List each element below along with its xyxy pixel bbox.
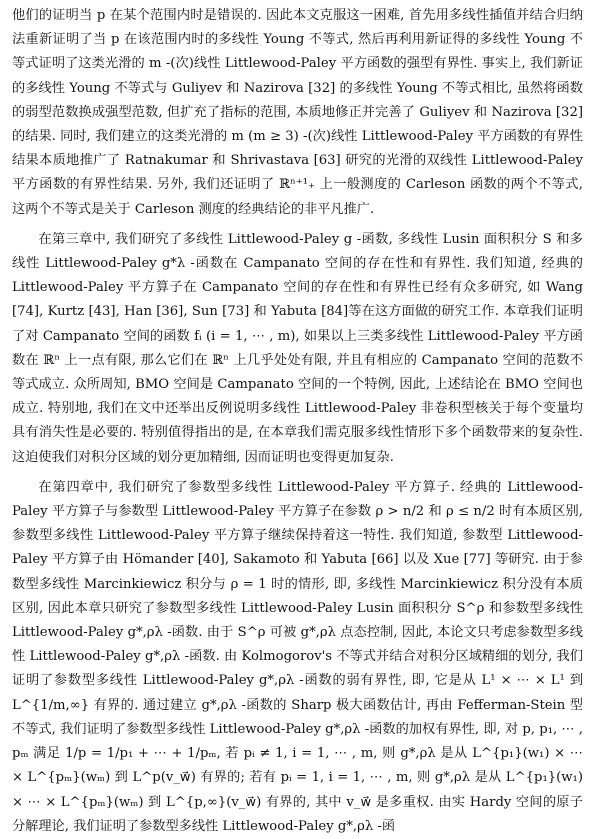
paragraph-1: 他们的证明当 p 在某个范围内时是错误的. 因此本文克服这一困难, 首先用多线性插值并结合归纳法重新证明了当 p 在该范围内时的多线性 Young 不等式, 然后再利用新证得的多线性 Young 不等式证明了这类光滑的 m -(次)线性 Littlewood-Paley 平方函数的强型有界性. 事实上, 我们新证的多线性 Young 不等式与 Guliyev 和 Nazirova [32] 的多线性 Young 不等式相比, 虽然将函数的弱型范数换成强型范数, 但扩充了指标的范围, 本质地修正并完善了 Guliyev 和 Nazirova [32] 的结果. 同时, 我们建立的这类光滑的 m (m ≥ 3) -(次)线性 Littlewood-Paley 平方函数的有界性结果本质地推广了 Ratnakumar 和 Shrivastava [63] 研究的光滑的双线性 Littlewood-Paley 平方函数的有界性结果. 另外, 我们还证明了 ℝⁿ⁺¹₊ 上一般测度的 Carleson 函数的两个不等式, 这两个不等式是关于 Carleson 测度的经典结论的非平凡推广. xyxy=(12,8,583,217)
paragraph-3: 在第四章中, 我们研究了参数型多线性 Littlewood-Paley 平方算子. 经典的 Littlewood-Paley 平方算子与参数型 Littlewood-Paley 平方算子在参数 ρ > n/2 和 ρ ≤ n/2 时有本质区别, 参数型多线性 Littlewood-Paley 平方算子继续保持着这一特性. 我们知道, 参数型 Littlewood-Paley 平方算子由 Hömander [40], Sakamoto 和 Yabuta [66] 以及 Xue [77] 等研究. 由于参数型多线性 Marcinkiewicz 积分与 ρ = 1 时的情形, 即, 多线性 Marcinkiewicz 积分没有本质区别, 因此本章只研究了参数型多线性 Littlewood-Paley Lusin 面积积分 S^ρ 和参数型多线性 Littlewood-Paley g*,ρλ -函数. 由于 S^ρ 可被 g*,ρλ 点态控制, 因此, 本论文只考虑参数型多线性 Littlewood-Paley g*,ρλ -函数. 由 Kolmogorov's 不等式并结合对积分区域精细的划分, 我们证明了参数型多线性 Littlewood-Paley g*,ρλ -函数的弱有界性, 即, 它是从 L¹ × ⋯ × L¹ 到 L^{1/m,∞} 有界的. 通过建立 g*,ρλ -函数的 Sharp 极大函数估计, 再由 Fefferman-Stein 型不等式, 我们证明了参数型多线性 Littlewood-Paley g*,ρλ -函数的加权有界性, 即, 对 p, p₁, ⋯ , pₘ 满足 1/p = 1/p₁ + ⋯ + 1/pₘ, 若 pᵢ ≠ 1, i = 1, ⋯ , m, 则 g*,ρλ 是从 L^{p₁}(w₁) × ⋯ × L^{pₘ}(wₘ) 到 L^p(v_w⃗) 有界的; 若有 pᵢ = 1, i = 1, ⋯ , m, 则 g*,ρλ 是从 L^{p₁}(w₁) × ⋯ × L^{pₘ}(wₘ) 到 L^{p,∞}(v_w⃗) 有界的, 其中 v_w⃗ 是多重权. 由实 Hardy 空间的原子分解理论, 我们证明了参数型多线性 Littlewood-Paley g*,ρλ -函 xyxy=(12,479,583,834)
paragraph-2: 在第三章中, 我们研究了多线性 Littlewood-Paley g -函数, 多线性 Lusin 面积积分 S 和多线性 Littlewood-Paley g*λ -函数在 Campanato 空间的存在性和有界性. 我们知道, 经典的 Littlewood-Paley 平方算子在 Campanato 空间的存在性和有界性已经有众多研究, 如 Wang [74], Kurtz [43], Han [36], Sun [73] 和 Yabuta [84]等在这方面做的研究工作. 本章我们证明了对 Campanato 空间的函数 fᵢ (i = 1, ⋯ , m), 如果以上三类多线性 Littlewood-Paley 平方函数在 ℝⁿ 上一点有限, 那么它们在 ℝⁿ 上几乎处处有限, 并且有相应的 Campanato 空间的范数不等式成立. 众所周知, BMO 空间是 Campanato 空间的一个特例, 因此, 上述结论在 BMO 空间也成立. 特别地, 我们在文中还举出反例说明多线性 Littlewood-Paley 非卷积型核关于每个变量均具有消失性是必要的. 特别值得指出的是, 在本章我们需克服多线性情形下多个函数带来的复杂性. 这迫使我们对积分区域的划分更加精细, 因而证明也变得更加复杂. xyxy=(12,231,583,465)
